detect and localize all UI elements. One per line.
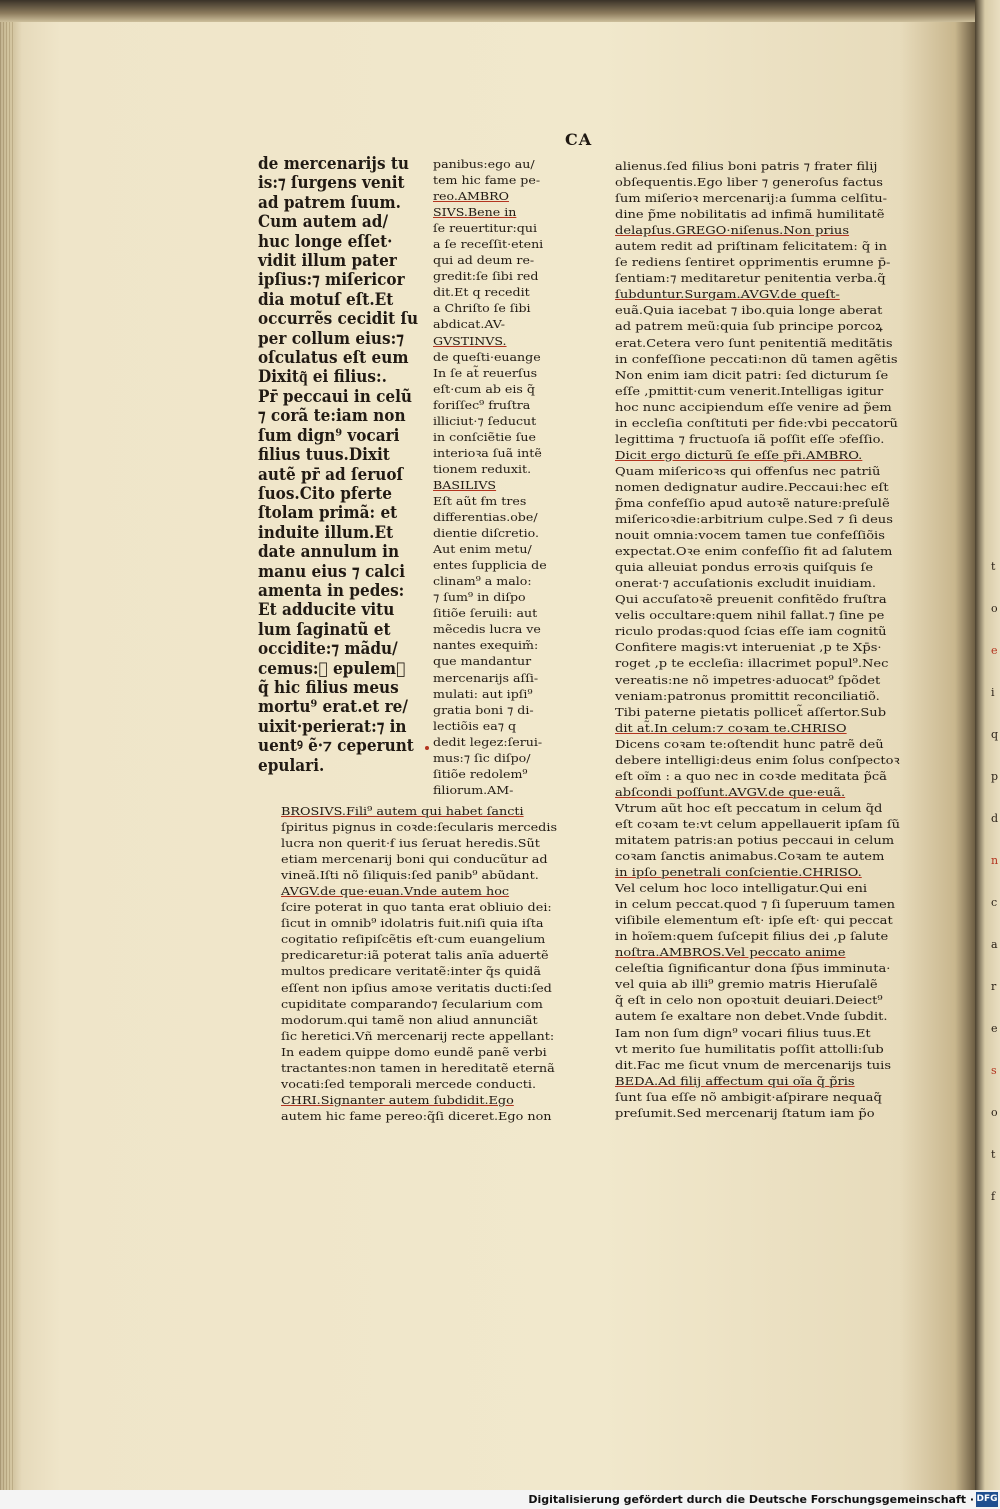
next-page-letter: i [991,686,995,699]
column-b-line: lectiõis ea⁊ q [433,718,517,733]
footer-credit: Digitalisierung gefördert durch die Deutsche Forschungsgemeinschaft · [528,1493,974,1506]
column-a-line: dia motuſ eſt.Et [258,289,394,309]
text-column-gloss-right [615,158,901,1121]
column-b-line: mẽcedis lucra ve [433,622,541,637]
column-d-line: eſt oĩm : a quo nec in coꝛde meditata p̃cã [615,768,887,783]
column-d-line: mitatem patris:an potius peccaui in celum [615,832,895,847]
column-b-line: dedit legez:ſerui- [433,734,543,749]
column-c-line: In eadem quippe domo eundẽ panẽ verbi [281,1044,547,1059]
column-d-line: Tibi paterne pietatis pollicet̃ aſſertor.Sub [615,704,887,719]
next-page-letter: c [991,896,998,909]
text-column-gloss-middle [433,156,547,798]
column-d-line: coꝛam ſanctis animabus.Coꝛam te autem [615,849,885,864]
column-c-line: cogitatio reſipiſcẽtis eſt·cum euangelium [281,932,546,947]
next-page-letter: o [991,1106,998,1119]
column-a-line: q̃ hic filius meus [258,677,399,697]
column-d-line: preſumit.Sed mercenarij ſtatum iam p̃o [615,1105,875,1120]
column-a-line: autẽ pr̄ ad ſeruoſ [258,464,404,484]
column-d-line: riculo prodas:quod ſcias eſſe iam cognitũ [615,624,887,639]
column-c-line: vineã.Iſti nõ ſiliquis:ſed panib⁹ abũdant. [281,868,539,883]
column-c-line: BROSIVS.Fili⁹ autem qui habet ſancti [281,804,524,818]
column-d-line: ad patrem meũ:quia ſub principe porcoꝝ [615,319,883,334]
column-d-line: Dicit ergo dicturũ ſe eſſe pr̄i.AMBRO. [615,447,863,462]
column-b-line: de queſti·euange [433,349,541,364]
footer-bar [0,1490,1000,1509]
column-b-line: mulati: aut ipſi⁹ [433,686,533,701]
next-page-letter: s [991,1064,997,1077]
column-d-line: autem redit ad priſtinam felicitatem: q̃ in [615,239,887,254]
column-d-line: nouit omnia:vocem tamen tue confeſſiõis [615,528,885,543]
column-d-line: Vtrum aũt hoc eſt peccatum in celum q̃d [615,800,883,815]
column-c-line: etiam mercenarij boni qui conducũtur ad [281,852,548,867]
column-a-line: Dixitq͂ ei filius:. [258,367,387,387]
column-d-line: p̃ma confeſſio apud autoꝛẽ nature:preſulẽ [615,495,890,510]
column-d-line: obſequentis.Ego liber ⁊ generoſus factus [615,175,883,190]
column-d-line: miſericoꝛdie:arbitrium culpe.Sed ⁊ ſi deus [615,512,893,527]
column-d-line: quia alleuiat pondus erroꝛis quiſquis ſe [615,560,874,575]
column-a-line: date annulum in [258,542,400,562]
column-b-line: BASILIVS [433,477,497,492]
column-d-line: celeſtia ſignificantur dona ſp̄us imminuta· [615,961,891,976]
column-c-line: eſſent non ipſius amoꝛe veritatis ducti:ſed [281,980,552,995]
column-b-line: GVSTINVS. [433,333,507,348]
column-b-line: ſe reuertitur:qui [433,221,537,236]
column-c-line: predicaretur:iã poterat talis anĩa aduertẽ [281,948,549,963]
column-b-line: in conſciẽtie ſue [433,429,536,444]
column-b-line: SIVS.Bene in [433,205,517,220]
column-d-line: hoc nunc accipiendum eſſe venire ad p̃em [615,399,892,414]
column-a-line: manu eius ⁊ calci [258,561,406,581]
column-a-line: filius tuus.Dixit [258,445,390,465]
column-d-line: in eccleſia conſtituti per fide:vbi peccatorũ [615,415,898,430]
column-a-line: lum ſaginatũ et [258,619,391,639]
column-a-line: mortu⁹ erat.et re/ [258,697,408,717]
column-d-line: alienus.ſed filius boni patris ⁊ frater filij [615,159,878,173]
column-b-line: tionem reduxit. [433,461,532,476]
column-d-line: in hoĩem:quem ſuſcepit filius dei ,p ſalute [615,929,889,944]
column-d-line: ſubduntur.Surgam.AVGV.de queſt- [615,287,840,302]
column-b-line: ſitiõe redolem⁹ [433,766,528,781]
column-b-line: tem hic fame pe- [433,173,541,188]
next-page-letter: e [991,1022,998,1035]
column-b-line: a Chriſto ſe ſibi [433,301,531,316]
column-d-line: legittima ⁊ fructuoſa iã poſſit eſſe ↄfeſſio. [615,431,885,446]
column-a-line: epulari. [258,755,325,775]
column-d-line: Dicens coꝛam te:oſtendit hunc patrẽ deũ [615,736,884,751]
column-a-line: uentꝰ ẽ·⁊ ceperunt [258,736,414,756]
column-d-line: velis occultare:quem nihil fallat.⁊ ſine pe [615,608,885,623]
column-d-line: Vel celum hoc loco intelligatur.Qui eni [615,881,868,896]
column-c-line: lucra non querit·ẜ ius ſeruat heredis.Sũt [281,836,540,851]
column-d-line: q̃ eſt in celo non opoꝛtuit deuiari.Deiect⁹ [615,993,883,1008]
next-page-letter: q [991,728,999,741]
column-d-line: delapſus.GREGO·niſenus.Non prius [615,223,850,238]
column-b-line: nantes exequim̃: [433,638,539,653]
column-d-line: vt merito ſue humilitatis poſſit attolli:ſub [615,1041,884,1056]
column-a-line: ſtolam primã: et [258,503,398,523]
column-b-line: abdicat.AV- [433,317,506,332]
column-d-line: onerat·⁊ accuſationis excludit inuidiam. [615,576,877,591]
column-b-line: ſitiõe ſeruili: aut [433,606,538,621]
column-a-line: induite illum.Et [258,522,394,542]
next-page-letter: a [991,938,998,951]
column-b-line: differentias.obe/ [433,510,538,525]
column-c-line: ſcire poterat in quo tanta erat obliuio dei: [281,900,552,915]
column-d-line: eſſe ,pmittit·cum venerit.Intelligas igitur [615,383,884,398]
next-page-letter: d [991,812,999,825]
column-a-line: cemus:⁊ epulemᷣ [258,658,406,678]
column-d-line: ſe rediens ſentiret opprimentis erumne p̄- [615,255,891,270]
column-b-line: mus:⁊ ſic diſpo/ [433,750,531,765]
next-page-letter: t [991,1148,996,1161]
column-a-line: ſum dign⁹ vocari [258,425,400,445]
column-d-line: Non enim iam dicit patri: ſed dicturum ſe [615,367,889,382]
page-edges [0,0,14,1490]
column-c-line: multos predicare veritatẽ:inter q̃s quidã [281,964,541,979]
column-c-line: CHRI.Signanter autem ſubdidit.Ego [281,1092,514,1107]
column-d-line: viſibile elementum eſt· ipſe eſt· qui peccat [615,913,893,928]
column-a-line: de mercenarijs tu [258,154,410,173]
column-d-line: euã.Quia iacebat ⁊ ibo.quia longe aberat [615,303,883,318]
next-page-letter: p [991,770,999,783]
column-b-line: foriſſec⁹ fruſtra [433,397,531,412]
next-page-letter: f [991,1190,996,1203]
column-d-line: Qui accuſatoꝛẽ preuenit confitẽdo fruſtra [615,592,887,607]
column-d-line: noſtra.AMBROS.Vel peccato anime [615,945,846,960]
column-d-line: Confitere magis:vt interueniat ,p te Xp̄s· [615,640,882,655]
column-b-line: eſt·cum ab eis q̃ [433,381,535,396]
column-d-line: vereatis:ne nõ impetres·aduocat⁹ ſpõdet [615,672,881,687]
column-b-line: dientie diſcretio. [433,526,540,541]
text-column-gloss-lower [281,803,558,1124]
column-a-line: ipſius:⁊ miſericor [258,270,405,290]
column-b-line: entes ſupplicia de [433,558,547,573]
column-a-line: oſculatus eſt eum [258,348,409,368]
running-header: CA [565,130,593,149]
column-b-line: a ſe receſſit·eteni [433,237,544,252]
column-a-line: huc longe eſſet· [258,231,393,251]
text-column-large [258,154,431,775]
column-d-line: erat.Cetera vero ſunt penitentiã meditãtis [615,335,893,350]
column-d-line: veniam:patronus promittit reconciliatiõ. [615,688,880,703]
column-b-line: interioꝛa ſuã intẽ [433,445,542,460]
column-c-line: autem hic fame pereo:q̃ſi diceret.Ego non [281,1108,552,1123]
column-d-line: vel quia ab illi⁹ gremio matris Hieruſalẽ [615,977,878,992]
column-a-line: occidite:⁊ mãdu/ [258,639,398,659]
column-a-line: vidit illum pater [258,251,397,271]
column-a-line: occurrẽs cecidit ſu [258,309,419,329]
column-d-line: autem ſe exaltare non debet.Vnde ſubdit. [615,1009,888,1024]
column-b-line: reo.AMBRO [433,189,509,204]
column-b-line: ⁊ ſum⁹ in diſpo [433,590,526,605]
column-d-line: ſum miſerioꝛ mercenarij:a ſumma celſitu- [615,191,888,206]
column-a-line: ſuos.Cito pferte [258,483,392,503]
next-page-edge [975,0,1000,1490]
column-b-line: In ſe at̃ reuerſus [433,365,538,380]
column-b-line: illiciut·⁊ ſeducut [433,413,537,428]
column-b-line: dit.Et q recedit [433,285,530,300]
rubric-dot [425,746,429,750]
column-d-line: nomen dedignatur audire.Peccaui:hec eſt [615,479,889,494]
next-page-letter: t [991,560,996,573]
column-d-line: BEDA.Ad filij affectum qui oĩa q̃ p̃ris [615,1073,855,1088]
column-b-line: Aut enim metu/ [433,542,532,557]
column-c-line: cupiditate comparando⁊ ſecularium com [281,996,543,1011]
column-b-line: gredit:ſe ſibi red [433,269,539,284]
column-d-line: in ipſo penetrali conſcientie.CHRISO. [615,865,862,880]
column-d-line: expectat.Oꝛe enim confeſſio fit ad ſalutem [615,544,893,559]
column-a-line: uixit·perierat:⁊ in [258,716,407,736]
column-a-line: per collum eius:⁊ [258,328,404,348]
column-b-line: mercenarijs aſſi- [433,670,539,685]
top-edge [0,0,975,22]
next-page-letter: r [991,980,997,993]
column-c-line: AVGV.de que·euan.Vnde autem hoc [281,884,510,899]
column-c-line: modorum.qui tamẽ non aliud annunciãt [281,1012,538,1027]
column-b-line: Eſt aũt ẜm tres [433,493,527,508]
column-c-line: vocati:ſed temporali mercede conducti. [281,1076,537,1091]
column-d-line: in confeſſione peccati:non dũ tamen agẽtis [615,351,898,366]
column-c-line: ſic heretici.Vñ mercenarij recte appellant: [281,1028,555,1043]
column-c-line: ſicut in omnib⁹ idolatris fuit.niſi quia iſta [281,916,544,931]
column-a-line: amenta in pedes: [258,580,405,600]
column-a-line: is:⁊ ſurgens venit [258,173,405,193]
column-d-line: dit at̃.In celum:⁊ coꝛam te.CHRISO [615,720,847,735]
next-page-letter: o [991,602,998,615]
column-a-line: Et adducite vitu [258,600,395,620]
column-a-line: Pr̄ peccaui in celũ [258,386,413,406]
column-b-line: filiorum.AM- [433,782,514,797]
column-b-line: qui ad deum re- [433,253,535,268]
column-d-line: in celum peccat.quod ⁊ ſi ſuperuum tamen [615,897,896,912]
next-page-fragments [975,0,1000,1490]
column-b-line: clinam⁹ a malo: [433,574,532,589]
column-d-line: debere intelligi:deus enim ſolus conſpectoꝛ [615,752,900,767]
column-a-line: ad patrem ſuum. [258,192,401,212]
column-b-line: que mandantur [433,654,532,669]
column-a-line: ⁊ corã te:iam non [258,406,406,426]
column-c-line: ſpiritus pignus in coꝛde:ſecularis mercedis [281,820,558,835]
column-d-line: Iam non ſum dign⁹ vocari filius tuus.Et [615,1025,871,1040]
next-page-letter: n [991,854,999,867]
column-b-line: panibus:ego au/ [433,157,535,171]
column-d-line: ſunt ſua eſſe nõ ambigit·aſpirare nequaq̃ [615,1089,882,1104]
column-b-line: gratia boni ⁊ di- [433,702,534,717]
column-d-line: Quam miſericoꝛs qui offenſus nec patriũ [615,463,881,478]
column-d-line: eſt coꝛam te:vt celum appellauerit ipſam ſũ [615,816,901,831]
column-d-line: dine p̃me nobilitatis ad infimã humilitatẽ [615,207,885,222]
column-c-line: tractantes:non tamen in hereditatẽ eternã [281,1060,555,1075]
column-d-line: abſcondi poſſunt.AVGV.de que·euã. [615,784,846,799]
next-page-letter: e [991,644,998,657]
column-d-line: ſentiam:⁊ meditaretur penitentia verba.q̃ [615,271,886,286]
column-d-line: roget ,p te eccleſia: illacrimet popul⁹.Nec [615,656,889,671]
column-d-line: dit.Fac me ſicut vnum de mercenarijs tuis [615,1057,892,1072]
dfg-logo: DFG [976,1492,998,1507]
column-a-line: Cum autem ad/ [258,212,389,232]
